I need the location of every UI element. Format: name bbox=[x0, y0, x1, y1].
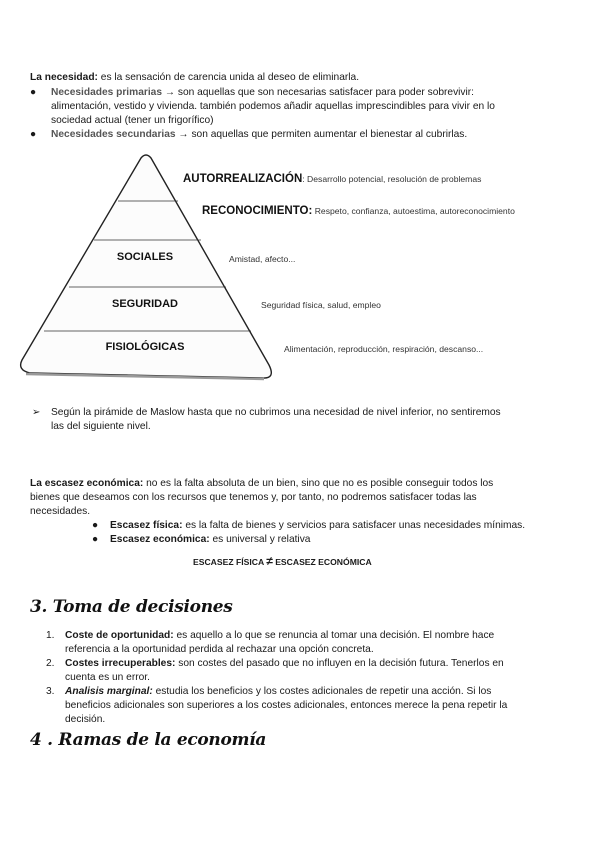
item-number: 3. bbox=[46, 686, 55, 697]
bullet-icon: ● bbox=[92, 520, 99, 531]
item-text: es aquello a lo que se renuncia al tomar una decisión. El nombre hace bbox=[173, 630, 495, 641]
escasez-text-3: necesidades. bbox=[30, 506, 91, 517]
item-text-line3: decisión. bbox=[65, 714, 106, 725]
level-name: AUTORREALIZACIÓN bbox=[183, 173, 303, 185]
compare-right: ESCASEZ ECONÓMICA bbox=[275, 557, 372, 567]
escasez-text-2: bienes que deseamos con los recursos que tenemos y, por tanto, no podremos satisfacer todas las bbox=[30, 492, 477, 503]
level-name: RECONOCIMIENTO: bbox=[202, 205, 313, 217]
escasez-fisica-term: Escasez física: bbox=[110, 520, 183, 531]
secundarias-text: → son aquellas que permiten aumentar el bienestar al cubrirlas. bbox=[175, 129, 468, 140]
item-number: 2. bbox=[46, 658, 55, 669]
level-desc: Respeto, confianza, autoestima, autoreconocimiento bbox=[312, 206, 515, 216]
escasez-economica-term: Escasez económica: bbox=[110, 534, 210, 545]
escasez-text-1: no es la falta absoluta de un bien, sino que no es posible conseguir todos los bbox=[143, 478, 494, 489]
seguridad-desc: Seguridad física, salud, empleo bbox=[261, 300, 381, 310]
bullet-icon: ● bbox=[30, 87, 37, 98]
costes-irrecuperables-item bbox=[65, 657, 504, 672]
escasez-fisica-item bbox=[110, 519, 525, 534]
coste-oportunidad-item bbox=[65, 629, 494, 644]
necesidad-term: La necesidad: bbox=[30, 72, 98, 83]
section-3-title: 3. Toma de decisiones bbox=[30, 597, 233, 617]
maslow-note-1: Según la pirámide de Maslow hasta que no cubrimos una necesidad de nivel inferior, no sentiremos bbox=[51, 407, 501, 418]
pyramid-level-fisiologicas: FISIOLÓGICAS bbox=[105, 341, 185, 353]
item-text: estudia los beneficios y los costes adicionales de repetir una acción. Si los bbox=[152, 686, 492, 697]
item-text-line2: beneficios adicionales son superiores a los costes adicionales, entonces merece la pena repetir la bbox=[65, 700, 508, 711]
pyramid-level-autorrealizacion bbox=[183, 172, 481, 188]
item-number: 1. bbox=[46, 630, 55, 641]
primarias-term: Necesidades primarias bbox=[51, 87, 162, 98]
item-text: son costes del pasado que no influyen en la decisión futura. Tenerlos en bbox=[175, 658, 504, 669]
arrow-bullet-icon: ➢ bbox=[32, 407, 41, 418]
necesidad-text: es la sensación de carencia unida al deseo de eliminarla. bbox=[97, 72, 360, 83]
escasez-fisica-text: es la falta de bienes y servicios para satisfacer unas necesidades mínimas. bbox=[182, 520, 526, 531]
sociales-desc: Amistad, afecto... bbox=[229, 254, 296, 264]
item-term: Costes irrecuperables: bbox=[65, 658, 176, 669]
primarias-text-3: sociedad actual (tener un frigorífico) bbox=[51, 115, 214, 126]
pyramid-level-reconocimiento bbox=[202, 204, 515, 220]
item-text-line2: cuenta es un error. bbox=[65, 672, 150, 683]
analisis-marginal-item bbox=[65, 685, 491, 700]
primarias-text-1: → son aquellas que son necesarias satisfacer para poder sobrevivir: bbox=[162, 87, 475, 98]
escasez-comparison bbox=[193, 554, 372, 570]
maslow-note-2: las del siguiente nivel. bbox=[51, 421, 151, 432]
level-desc: : Desarrollo potencial, resolución de problemas bbox=[302, 174, 482, 184]
item-text-line2: referencia a la oportunidad perdida al rechazar una opción concreta. bbox=[65, 644, 374, 655]
pyramid-level-seguridad: SEGURIDAD bbox=[111, 298, 178, 310]
fisiologicas-desc: Alimentación, reproducción, respiración, descanso... bbox=[284, 344, 484, 354]
bullet-icon: ● bbox=[92, 534, 99, 545]
section-4-title: 4 . Ramas de la economía bbox=[30, 730, 267, 750]
item-term: Analisis marginal: bbox=[65, 686, 153, 697]
not-equal-sign: ≠ bbox=[266, 554, 273, 568]
secundarias-term: Necesidades secundarias bbox=[51, 129, 176, 140]
escasez-economica-item bbox=[110, 533, 310, 548]
escasez-definition bbox=[30, 477, 493, 492]
primarias-text-2: alimentación, vestido y vivienda. también podemos añadir aquellas imprescindibles para vivir en lo bbox=[51, 101, 495, 112]
item-term: Coste de oportunidad: bbox=[65, 630, 174, 641]
pyramid-level-sociales: SOCIALES bbox=[116, 251, 174, 263]
escasez-economica-text: es universal y relativa bbox=[209, 534, 311, 545]
escasez-term: La escasez económica: bbox=[30, 478, 144, 489]
bullet-icon: ● bbox=[30, 129, 37, 140]
compare-left: ESCASEZ FÍSICA bbox=[193, 557, 264, 567]
